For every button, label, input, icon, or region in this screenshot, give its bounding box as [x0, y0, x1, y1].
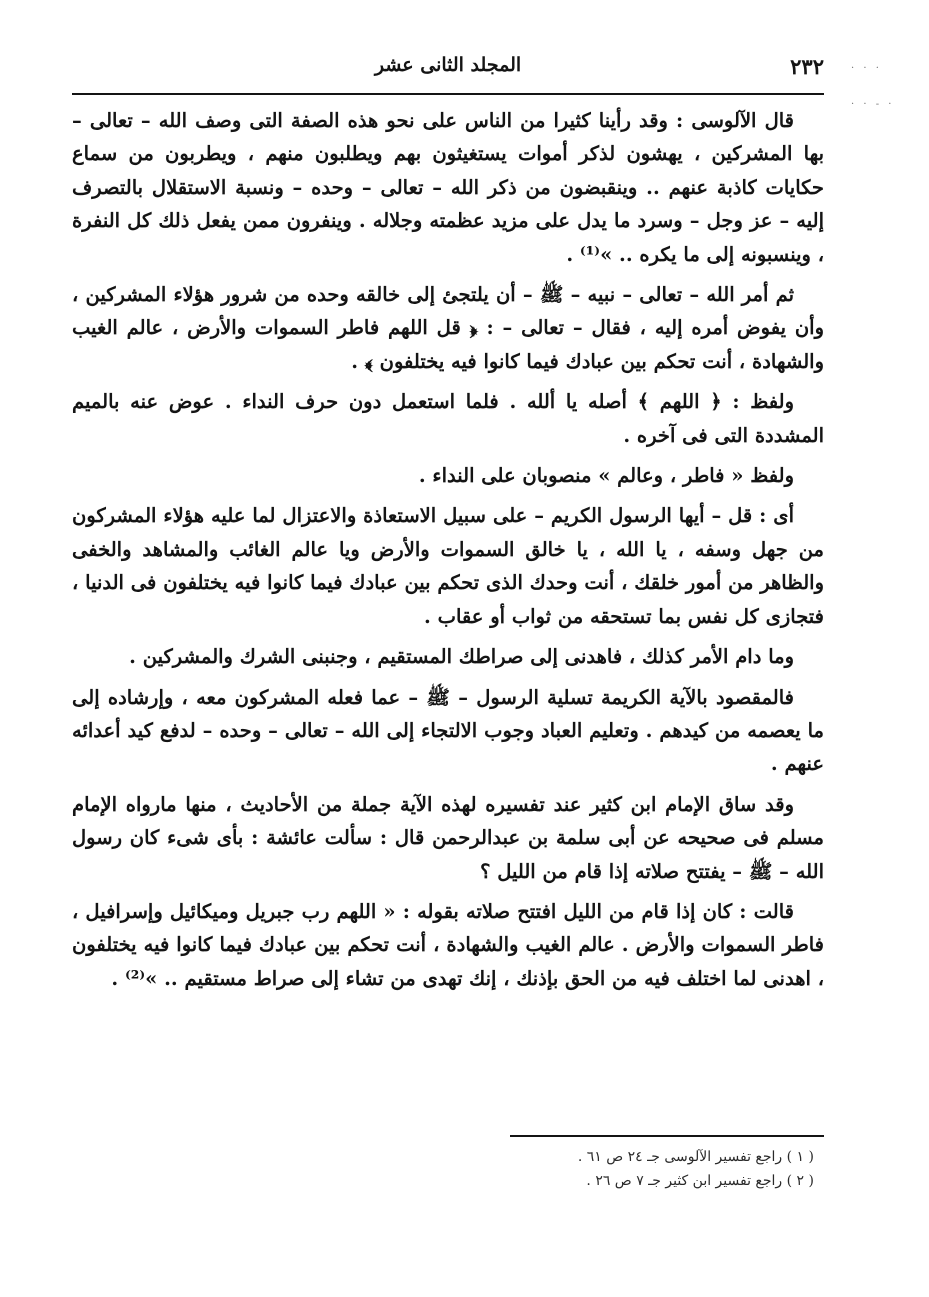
footnote-rule — [510, 1135, 824, 1137]
paragraph-command: ثم أمر الله – تعالى – نبيه – ﷺ – أن يلتجئ إلى خالقه وحده من شرور هؤلاء المشركين ، وأن يفوض أمره إليه ، فقال – تعالى – : ﴿ قل اللهم فاطر السموات والأرض ، عالم الغيب والشهادة ، أنت تحكم بين عبادك فيما كانوا فيه يختلفون ﴾ . — [72, 283, 824, 373]
header-rule — [72, 93, 824, 95]
volume-title: المجلد الثانى عشر — [374, 54, 522, 76]
paragraph-ibn-kathir: وقد ساق الإمام ابن كثير عند تفسيره لهذه الآية جملة من الأحاديث ، منها مارواه الإمام مسلم فى صحيحه عن أبى سلمة بن عبدالرحمن قال : سألت عائشة : بأى شىء كان رسول الله – ﷺ – يفتتح صلاته إذا قام من الليل ؟ — [72, 792, 824, 883]
footnote-2: ( ٢ ) راجع تفسير ابن كثير جـ ٧ ص ٢٦ . — [586, 1173, 814, 1189]
paragraph-fatir: ولفظ « فاطر ، وعالم » منصوبان على النداء . — [418, 464, 794, 488]
page-header — [72, 50, 824, 88]
body-text — [72, 104, 824, 1002]
paragraph-meaning: أى : قل – أيها الرسول الكريم – على سبيل الاستعاذة والاعتزال لما عليه هؤلاء المشركون من جهل وسفه ، يا الله ، يا خالق السموات والأرض ويا عالم الغائب والمشاهد والخفى والظاهر من أمور خلقك ، أنت وحدك الذى تحكم بين عبادك فيما كانوا فيه يختلفون فى الدنيا ، فتجازى كل نفس بما تستحقه من ثواب أو عقاب . — [72, 504, 824, 628]
paragraph-alusi-quote: قال الآلوسى : وقد رأينا كثيرا من الناس على نحو هذه الصفة التى وصف الله – تعالى – بها المشركين ، يهشون لذكر أموات يستغيثون بهم ويطلبون منهم ، ويطربون من سماع حكايات كاذبة عنهم .. وينقبضون من ذكر الله – تعالى – وحده – ونسبة الاستقلال بالتصرف إليه – عز وجل – وسرد ما يدل على مزيد عظمته وجلاله . وينفرون ممن يفعل ذلك كل النفرة ، وينسبونه إلى ما يكره .. »⁽¹⁾ . — [72, 109, 824, 266]
scan-margin-specks: · · · · · - · — [851, 63, 895, 110]
page-number: ٢٣٢ — [790, 54, 824, 79]
footnote-1: ( ١ ) راجع تفسير الآلوسى جـ ٢٤ ص ٦١ . — [577, 1149, 814, 1165]
footnotes — [420, 1145, 814, 1193]
paragraph-purpose: فالمقصود بالآية الكريمة تسلية الرسول – ﷺ – عما فعله المشركون معه ، وإرشاده إلى ما يعصمه من كيدهم . وتعليم العباد وجوب الالتجاء إلى الله – تعالى – وحده – لدفع كيد أعدائه عنهم . — [72, 685, 824, 776]
paragraph-aisha-hadith: قالت : كان إذا قام من الليل افتتح صلاته بقوله : « اللهم رب جبريل وميكائيل وإسرافيل ، فاطر السموات والأرض . عالم الغيب والشهادة ، أنت تحكم بين عبادك فيما كانوا فيه يختلفون ، اهدنى لما اختلف فيه من الحق بإذنك ، إنك تهدى من تشاء إلى صراط مستقيم .. »⁽²⁾ . — [72, 899, 824, 990]
paragraph-guidance: وما دام الأمر كذلك ، فاهدنى إلى صراطك المستقيم ، وجنبنى الشرك والمشركين . — [129, 645, 794, 669]
paragraph-allahumma: ولفظ : ﴿ اللهم ﴾ أصله يا ألله . فلما استعمل دون حرف النداء . عوض عنه بالميم المشددة التى فى آخره . — [72, 390, 824, 447]
